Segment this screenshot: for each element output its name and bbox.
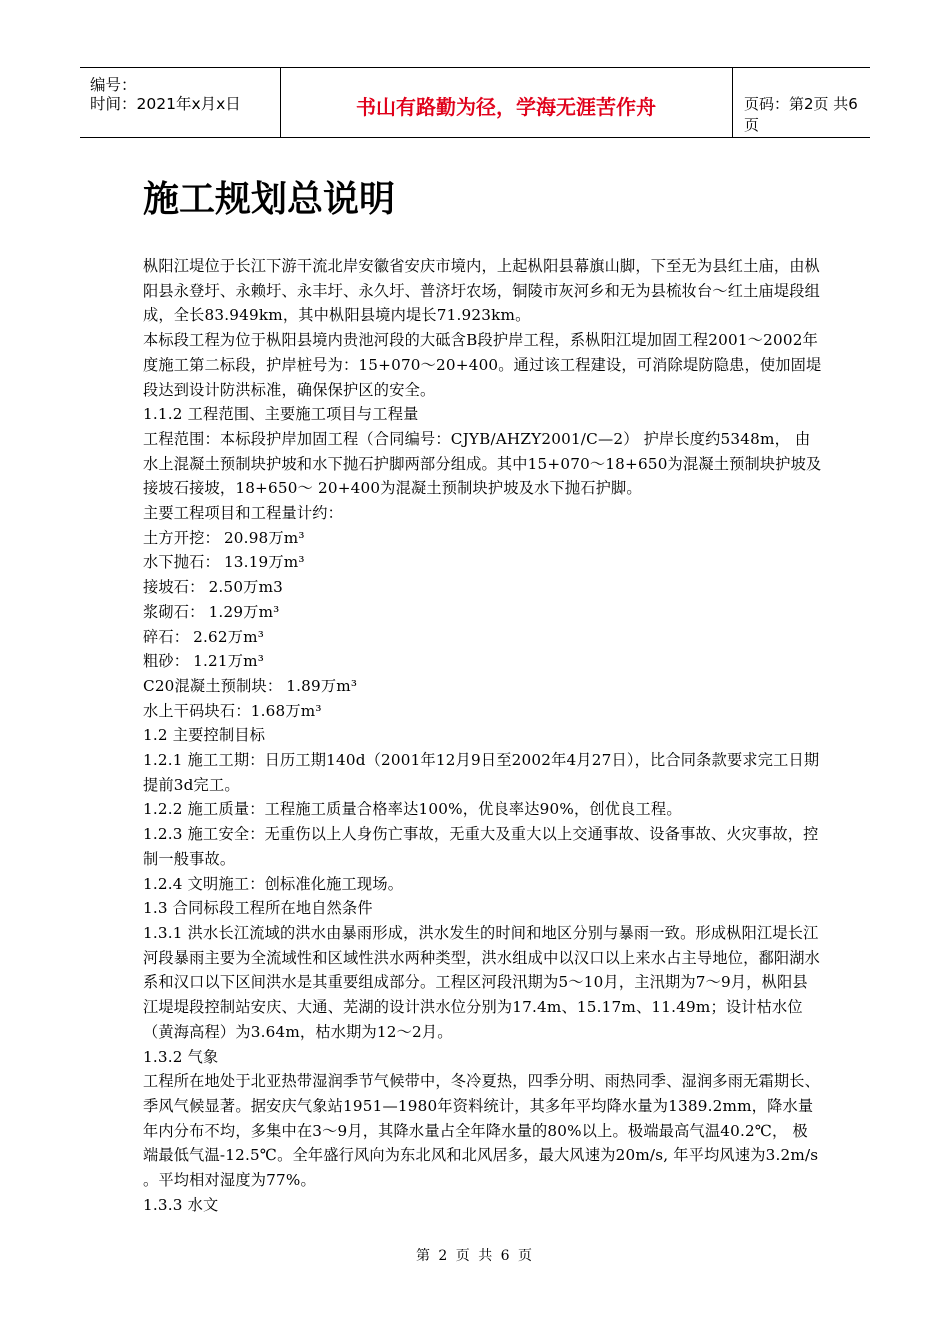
- quantity-value: 13.19万m³: [223, 553, 305, 572]
- page-info: 页码：第2页 共6页: [744, 95, 858, 134]
- document-body: [143, 254, 823, 1217]
- header-motto-cell: [280, 68, 733, 137]
- quantity-name: 土方开挖：: [143, 528, 220, 547]
- quantity-name: 碎石：: [143, 627, 190, 646]
- page-header: [80, 67, 870, 138]
- number-label: 编号：: [90, 76, 137, 94]
- section-heading: 1.1.2 工程范围、主要施工项目与工程量: [143, 405, 419, 424]
- quantity-item: [143, 526, 823, 551]
- section-heading: 1.2 主要控制目标: [143, 726, 266, 745]
- paragraph: 工程所在地处于北亚热带湿润季节气候带中，冬冷夏热，四季分明、雨热同季、湿润多雨无霜期长、季风气候显著。据安庆气象站1951—1980年资料统计，其多年平均降水量为1389.2mm，降水量年内分布不均，多集中在3～9月，其降水量占全年降水量的80%以上。极端最高气温40.2℃， 极端最低气温-12.5℃。全年盛行风向为东北风和北风居多，最大风速为20m/s, 年平均风速为3.2m/s 。平均相对湿度为77%。: [143, 1072, 821, 1190]
- quantity-item: [143, 649, 823, 674]
- quantity-item: [143, 550, 823, 575]
- paragraph: 枞阳江堤位于长江下游干流北岸安徽省安庆市境内，上起枞阳县幕旗山脚，下至无为县红土庙，由枞阳县永登圩、永赖圩、永丰圩、永久圩、普济圩农场，铜陵市灰河乡和无为县梳妆台～红土庙堤段组成，全长83.949km，其中枞阳县境内堤长71.923km。: [143, 257, 821, 325]
- quantity-name: 粗砂：: [143, 652, 190, 671]
- page-footer: 第 2 页 共 6 页: [415, 1248, 535, 1264]
- paragraph: 工程范围：本标段护岸加固工程（合同编号：CJYB/AHZY2001/C—2） 护岸长度约5348m， 由水上混凝土预制块护坡和水下抛石护脚两部分组成。其中15+070～18+650为混凝土预制块护坡及接坡石接坡，18+650～ 20+400为混凝土预制块护坡及水下抛石护脚。: [143, 429, 822, 498]
- header-meta: [80, 68, 281, 137]
- quantity-value: 1.89万m³: [286, 676, 358, 695]
- quantity-item: [143, 600, 823, 625]
- section-heading: 1.3 合同标段工程所在地自然条件: [143, 899, 373, 918]
- quantity-value: 1.21万m³: [193, 652, 265, 671]
- quantity-name: C20混凝土预制块：: [143, 676, 283, 695]
- quantity-name: 水下抛石：: [143, 553, 220, 572]
- document-title: 施工规划总说明: [143, 179, 396, 220]
- quantity-name: 浆砌石：: [143, 602, 205, 621]
- time-label: 时间：2021年x月x日: [90, 95, 241, 113]
- quantity-item: [143, 625, 823, 650]
- paragraph: 1.2.1 施工工期：日历工期140d（2001年12月9日至2002年4月27日），比合同条款要求完工日期提前3d完工。: [143, 751, 820, 794]
- section-heading: 1.3.2 气象: [143, 1047, 219, 1066]
- paragraph: 本标段工程为位于枞阳县境内贵池河段的大砥含B段护岸工程，系枞阳江堤加固工程2001～2002年度施工第二标段，护岸桩号为：15+070～20+400。通过该工程建设，可消除堤防隐患，使加固堤段达到设计防洪标准，确保保护区的安全。: [143, 331, 822, 399]
- quantity-name: 接坡石：: [143, 578, 205, 597]
- header-page-cell: [733, 68, 870, 137]
- section-heading: 1.3.3 水文: [143, 1195, 219, 1214]
- quantity-item: [143, 575, 823, 600]
- paragraph: 1.2.3 施工安全：无重伤以上人身伤亡事故，无重大及重大以上交通事故、设备事故、火灾事故，控制一般事故。: [143, 825, 819, 868]
- paragraph: 1.2.4 文明施工：创标准化施工现场。: [143, 874, 404, 893]
- quantity-value: 20.98万m³: [223, 528, 305, 547]
- quantity-value: 1.68万m³: [250, 701, 322, 720]
- paragraph: 1.3.1 洪水长江流域的洪水由暴雨形成，洪水发生的时间和地区分别与暴雨一致。形成枞阳江堤长江河段暴雨主要为全流域性和区域性洪水两种类型，洪水组成中以汉口以上来水占主导地位，鄱阳湖水系和汉口以下区间洪水是其重要组成部分。工程区河段汛期为5～10月，主汛期为7～9月，枞阳县江堤堤段控制站安庆、大通、芜湖的设计洪水位分别为17.4m、15.17m、11.49m；设计枯水位（黄海高程）为3.64m，枯水期为12～2月。: [143, 923, 821, 1041]
- quantity-item: [143, 699, 823, 724]
- quantity-item: [143, 674, 823, 699]
- quantity-value: 2.62万m³: [193, 627, 265, 646]
- quantity-name: 水上干码块石：: [143, 701, 251, 720]
- paragraph: 1.2.2 施工质量：工程施工质量合格率达100%，优良率达90%，创优良工程。: [143, 800, 682, 819]
- quantity-value: 1.29万m³: [208, 602, 280, 621]
- quantity-value: 2.50万m3: [208, 578, 284, 597]
- paragraph: 主要工程项目和工程量计约：: [143, 504, 344, 523]
- motto-text: 书山有路勤为径，学海无涯苦作舟: [356, 95, 656, 119]
